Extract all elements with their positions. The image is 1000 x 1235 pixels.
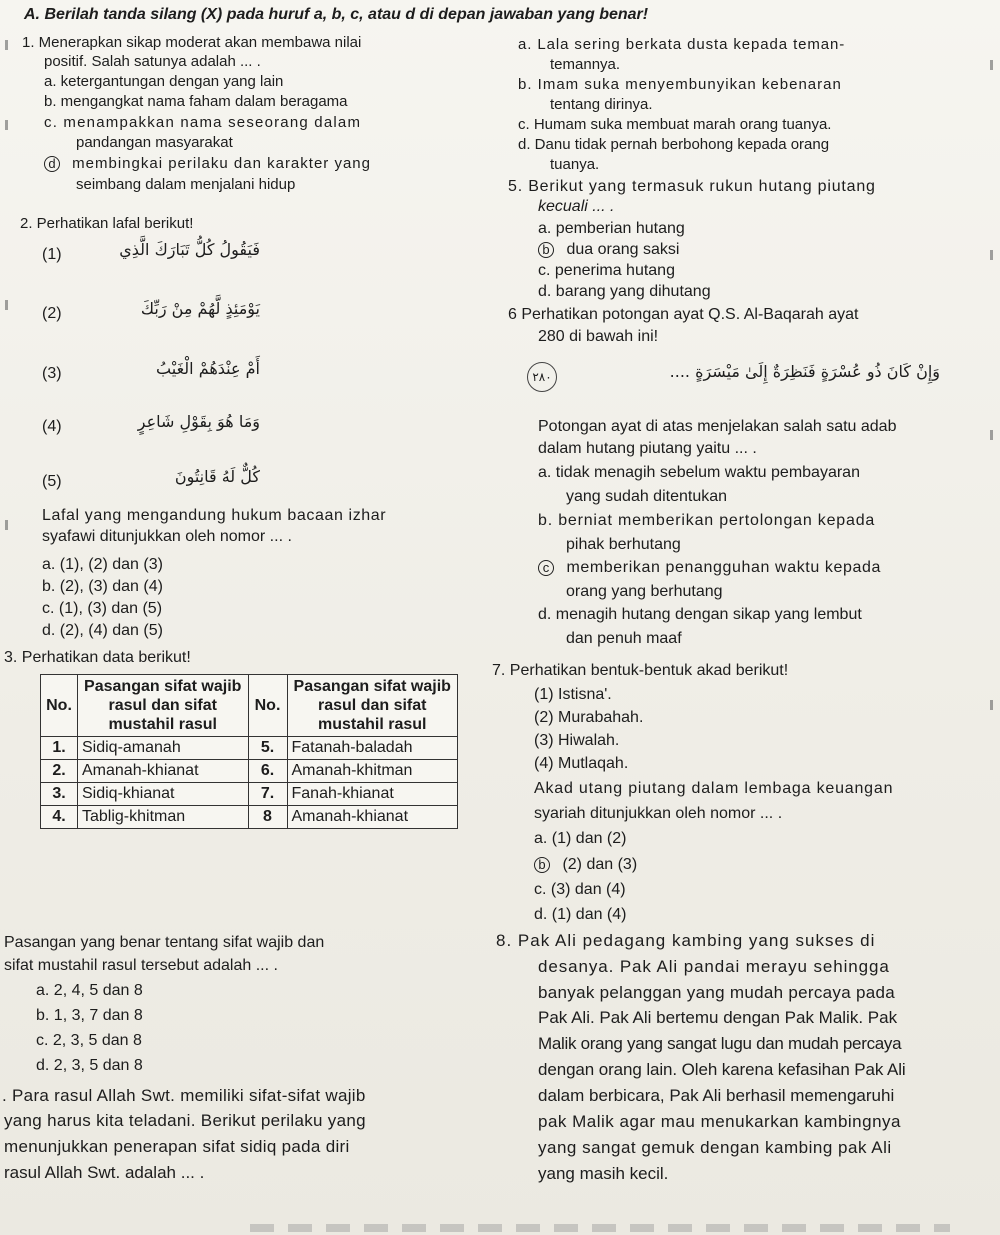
answer-circle-mark: c bbox=[538, 560, 554, 576]
table-cell-pair: Sidiq-khianat bbox=[78, 783, 249, 806]
answer-circle-mark: d bbox=[44, 156, 60, 172]
right-margin-mark bbox=[990, 430, 993, 440]
q2-item-4-arabic: وَمَا هُوَ بِقَوْلِ شَاعِرٍ bbox=[137, 412, 260, 431]
q6-option-d-line2: dan penuh maaf bbox=[566, 630, 682, 647]
q4-option-b-line1[interactable]: b. Imam suka menyembunyikan kebenaran bbox=[518, 76, 842, 93]
table-header-pair: Pasangan sifat wajib rasul dan sifat mustahil rasul bbox=[78, 675, 249, 737]
left-margin-mark bbox=[5, 120, 8, 130]
q4-option-b-line2: tentang dirinya. bbox=[550, 96, 653, 113]
left-margin-mark bbox=[5, 520, 8, 530]
table-header-row bbox=[41, 675, 458, 737]
q1-stem-line2: positif. Salah satunya adalah ... . bbox=[44, 53, 261, 70]
q7-item-2: (2) Murabahah. bbox=[534, 709, 644, 726]
table-cell-no: 3. bbox=[41, 783, 78, 806]
q4-stem-line4: rasul Allah Swt. adalah ... . bbox=[4, 1163, 205, 1182]
q5-stem-line1: 5. Berikut yang termasuk rukun hutang piutang bbox=[508, 178, 876, 195]
q3-stem2-line1: Pasangan yang benar tentang sifat wajib dan bbox=[4, 934, 325, 951]
q4-option-c[interactable]: c. Humam suka membuat marah orang tuanya. bbox=[518, 116, 832, 133]
q6-option-b-line2: pihak berhutang bbox=[566, 536, 681, 553]
q8-line6: dengan orang lain. Oleh karena kefasihan Pak Ali bbox=[538, 1060, 906, 1079]
q3-stem2-line2: sifat mustahil rasul tersebut adalah ... . bbox=[4, 957, 278, 974]
q7-item-4: (4) Mutlaqah. bbox=[534, 755, 629, 772]
table-row bbox=[41, 737, 458, 760]
table-header-pair: Pasangan sifat wajib rasul dan sifat mustahil rasul bbox=[287, 675, 458, 737]
q3-option-b[interactable]: b. 1, 3, 7 dan 8 bbox=[36, 1007, 143, 1024]
table-cell-pair: Amanah-khitman bbox=[287, 760, 458, 783]
table-cell-no: 6. bbox=[248, 760, 287, 783]
q6-stem-line2: 280 di bawah ini! bbox=[538, 328, 659, 345]
q7-stem: 7. Perhatikan bentuk-bentuk akad berikut! bbox=[492, 662, 789, 679]
left-margin-mark bbox=[5, 40, 8, 50]
table-cell-no: 4. bbox=[41, 806, 78, 829]
q1-stem-line1: 1. Menerapkan sikap moderat akan membawa nilai bbox=[22, 34, 362, 51]
table-cell-pair: Amanah-khianat bbox=[287, 806, 458, 829]
q5-option-a[interactable]: a. pemberian hutang bbox=[538, 220, 685, 237]
table-cell-pair: Fanah-khianat bbox=[287, 783, 458, 806]
q4-stem-line3: menunjukkan penerapan sifat sidiq pada diri bbox=[4, 1137, 350, 1156]
q6-description-line2: dalam hutang piutang yaitu ... . bbox=[538, 440, 757, 457]
q5-option-b[interactable] bbox=[538, 241, 679, 259]
q2-option-c[interactable]: c. (1), (3) dan (5) bbox=[42, 600, 163, 617]
table-row bbox=[41, 760, 458, 783]
table-cell-no: 1. bbox=[41, 737, 78, 760]
q3-stem: 3. Perhatikan data berikut! bbox=[4, 649, 191, 666]
q6-description-line1: Potongan ayat di atas menjelakan salah satu adab bbox=[538, 418, 897, 435]
q7-question-line2: syariah ditunjukkan oleh nomor ... . bbox=[534, 805, 783, 822]
q1-option-c-line1[interactable]: c. menampakkan nama seseorang dalam bbox=[44, 114, 362, 131]
q6-ayah-arabic: وَإِنْ كَانَ ذُو عُسْرَةٍ فَنَظِرَةٌ إِلَىٰ مَيْسَرَةٍ .... bbox=[669, 362, 940, 381]
q2-option-a[interactable]: a. (1), (2) dan (3) bbox=[42, 556, 163, 573]
q5-option-c[interactable]: c. penerima hutang bbox=[538, 262, 675, 279]
table-cell-no: 5. bbox=[248, 737, 287, 760]
q8-line10: yang masih kecil. bbox=[538, 1164, 669, 1183]
table-header-no: No. bbox=[248, 675, 287, 737]
left-margin-mark bbox=[5, 300, 8, 310]
table-header-no: No. bbox=[41, 675, 78, 737]
section-heading: A. Berilah tanda silang (X) pada huruf a, b, c, atau d di depan jawaban yang benar! bbox=[24, 6, 649, 23]
q4-stem-line1: . Para rasul Allah Swt. memiliki sifat-sifat wajib bbox=[2, 1086, 366, 1105]
q2-item-1-arabic: فَيَقُولُ كُلُّ تَبَارَكَ الَّذِي bbox=[119, 240, 260, 259]
q3-option-a[interactable]: a. 2, 4, 5 dan 8 bbox=[36, 982, 143, 999]
q2-stem2-line1: Lafal yang mengandung hukum bacaan izhar bbox=[42, 507, 387, 524]
q3-option-d[interactable]: d. 2, 3, 5 dan 8 bbox=[36, 1057, 143, 1074]
q2-item-4-number: (4) bbox=[42, 418, 62, 435]
q7-question-line1: Akad utang piutang dalam lembaga keuangan bbox=[534, 780, 894, 797]
q2-item-2-arabic: يَوْمَئِذٍ لَّهُمْ مِنْ رَبِّكَ bbox=[140, 299, 260, 318]
ayah-number-marker: ٢٨٠ bbox=[527, 362, 557, 392]
q8-line9: yang sangat gemuk dengan kambing pak Ali bbox=[538, 1138, 892, 1157]
q4-stem-line2: yang harus kita teladani. Berikut perilaku yang bbox=[4, 1111, 366, 1130]
q7-item-1: (1) Istisna'. bbox=[534, 686, 612, 703]
q8-line1: 8. Pak Ali pedagang kambing yang sukses di bbox=[496, 931, 876, 950]
q2-item-3-number: (3) bbox=[42, 365, 62, 382]
q1-option-d-line2: seimbang dalam menjalani hidup bbox=[76, 176, 296, 193]
q8-line2: desanya. Pak Ali pandai merayu sehingga bbox=[538, 957, 890, 976]
q4-option-a-line1[interactable]: a. Lala sering berkata dusta kepada teman- bbox=[518, 36, 846, 53]
q1-option-d[interactable] bbox=[44, 155, 371, 172]
q6-stem-line1: 6 Perhatikan potongan ayat Q.S. Al-Baqarah ayat bbox=[508, 306, 859, 323]
q7-option-c[interactable]: c. (3) dan (4) bbox=[534, 881, 626, 898]
answer-circle-mark: b bbox=[534, 857, 550, 873]
q6-option-a-line2: yang sudah ditentukan bbox=[566, 488, 728, 505]
q2-item-2-number: (2) bbox=[42, 305, 62, 322]
right-margin-mark bbox=[990, 60, 993, 70]
q6-option-a-line1[interactable]: a. tidak menagih sebelum waktu pembayaran bbox=[538, 464, 860, 481]
table-cell-no: 2. bbox=[41, 760, 78, 783]
q6-option-b-line1[interactable]: b. berniat memberikan pertolongan kepada bbox=[538, 512, 876, 529]
q2-item-5-number: (5) bbox=[42, 473, 62, 490]
q6-option-c[interactable] bbox=[538, 559, 881, 577]
table-cell-pair: Amanah-khianat bbox=[78, 760, 249, 783]
right-margin-mark bbox=[990, 250, 993, 260]
q2-item-1-number: (1) bbox=[42, 246, 62, 263]
q8-line3: banyak pelanggan yang mudah percaya pada bbox=[538, 983, 895, 1002]
q7-option-b-text: (2) dan (3) bbox=[562, 856, 638, 873]
q3-option-c[interactable]: c. 2, 3, 5 dan 8 bbox=[36, 1032, 142, 1049]
table-row bbox=[41, 806, 458, 829]
q5-option-b-text: dua orang saksi bbox=[566, 241, 680, 258]
q5-stem-line2: kecuali ... . bbox=[538, 198, 615, 215]
q7-option-b[interactable] bbox=[534, 856, 637, 874]
right-margin-mark bbox=[990, 700, 993, 710]
sifat-pairs-table bbox=[40, 674, 458, 829]
q8-line8: pak Malik agar mau menukarkan kambingnya bbox=[538, 1112, 902, 1131]
table-cell-pair: Tablig-khitman bbox=[78, 806, 249, 829]
q4-option-a-line2: temannya. bbox=[550, 56, 621, 73]
q6-option-d-line1[interactable]: d. menagih hutang dengan sikap yang lembut bbox=[538, 606, 862, 623]
answer-circle-mark: b bbox=[538, 242, 554, 258]
q2-option-d[interactable]: d. (2), (4) dan (5) bbox=[42, 622, 163, 639]
q2-item-5-arabic: كُلٌّ لَهُ قَانِتُونَ bbox=[174, 467, 260, 486]
q4-option-d-line1[interactable]: d. Danu tidak pernah berbohong kepada orang bbox=[518, 136, 830, 153]
table-cell-pair: Sidiq-amanah bbox=[78, 737, 249, 760]
q1-option-d-text: membingkai perilaku dan karakter yang bbox=[72, 155, 371, 172]
q8-line7: dalam berbicara, Pak Ali berhasil memengaruhi bbox=[538, 1086, 895, 1105]
q5-option-d[interactable]: d. barang yang dihutang bbox=[538, 283, 711, 300]
q2-item-3-arabic: أَمْ عِنْدَهُمْ الْغَيْبُ bbox=[156, 359, 260, 378]
q7-option-d[interactable]: d. (1) dan (4) bbox=[534, 906, 627, 923]
q2-stem: 2. Perhatikan lafal berikut! bbox=[20, 215, 194, 232]
q2-option-b[interactable]: b. (2), (3) dan (4) bbox=[42, 578, 163, 595]
q4-option-d-line2: tuanya. bbox=[550, 156, 600, 173]
table-cell-pair: Fatanah-baladah bbox=[287, 737, 458, 760]
q7-item-3: (3) Hiwalah. bbox=[534, 732, 620, 749]
q8-line5: Malik orang yang sangat lugu dan mudah percaya bbox=[538, 1034, 902, 1053]
q6-option-c-text: memberikan penangguhan waktu kepada bbox=[566, 559, 881, 576]
table-cell-no: 7. bbox=[248, 783, 287, 806]
q1-option-b[interactable]: b. mengangkat nama faham dalam beragama bbox=[44, 93, 348, 110]
q2-stem2-line2: syafawi ditunjukkan oleh nomor ... . bbox=[42, 528, 292, 545]
q1-option-a[interactable]: a. ketergantungan dengan yang lain bbox=[44, 73, 284, 90]
table-cell-no: 8 bbox=[248, 806, 287, 829]
q8-line4: Pak Ali. Pak Ali bertemu dengan Pak Malik. Pak bbox=[538, 1008, 898, 1027]
q1-option-c-line2: pandangan masyarakat bbox=[76, 134, 233, 151]
q7-option-a[interactable]: a. (1) dan (2) bbox=[534, 830, 627, 847]
q6-option-c-line2: orang yang berhutang bbox=[566, 583, 723, 600]
table-row bbox=[41, 783, 458, 806]
bottom-edge-marks bbox=[250, 1224, 950, 1232]
